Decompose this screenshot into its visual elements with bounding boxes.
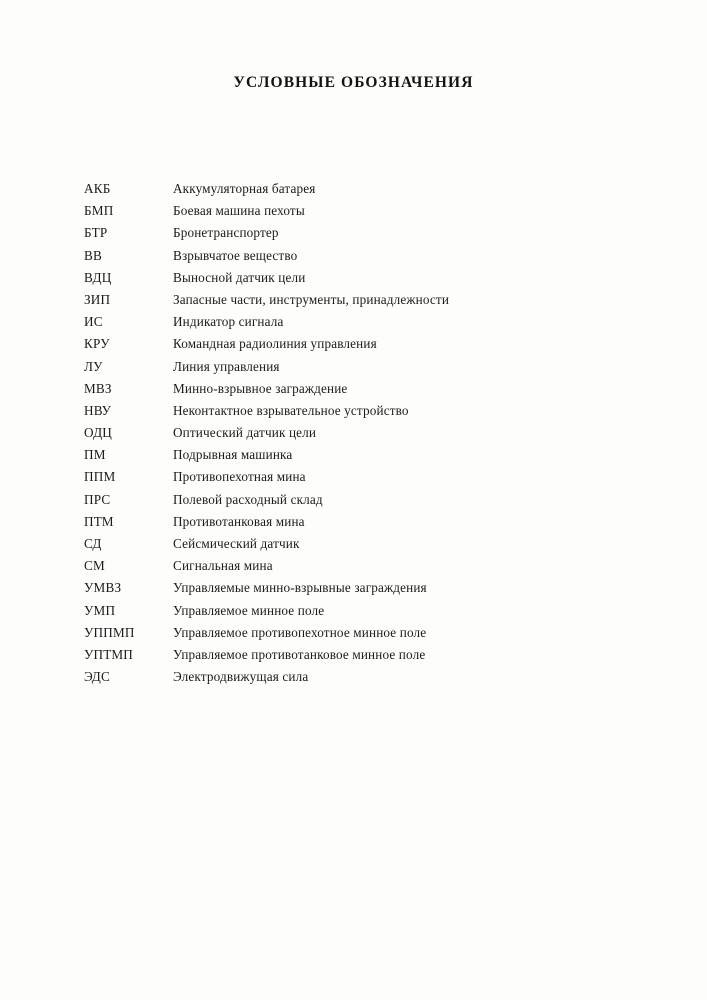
- abbreviation-row: [84, 311, 644, 333]
- abbreviation-row: [84, 622, 644, 644]
- abbreviation-row: [84, 444, 644, 466]
- abbreviation-term: МВЗ: [84, 380, 112, 396]
- abbreviation-term: ПРС: [84, 491, 111, 507]
- abbreviation-row: [84, 289, 644, 311]
- abbreviation-definition: Управляемые минно-взрывные заграждения: [173, 580, 427, 596]
- abbreviation-definition: Боевая машина пехоты: [173, 203, 305, 219]
- abbreviation-definition: Взрывчатое вещество: [173, 247, 298, 263]
- page-title: УСЛОВНЫЕ ОБОЗНАЧЕНИЯ: [233, 74, 474, 91]
- abbreviation-row: [84, 333, 644, 355]
- abbreviation-term: ПТМ: [84, 513, 114, 529]
- abbreviation-term: УПТМП: [84, 646, 133, 662]
- abbreviation-definition: Сигнальная мина: [173, 558, 273, 574]
- abbreviation-term: НВУ: [84, 402, 112, 418]
- abbreviation-term: КРУ: [84, 336, 110, 352]
- abbreviation-row: [84, 222, 644, 244]
- abbreviation-term: БТР: [84, 225, 108, 241]
- abbreviation-term: АКБ: [84, 181, 111, 196]
- abbreviation-row: [84, 200, 644, 222]
- abbreviation-term: ЭДС: [84, 669, 110, 685]
- abbreviation-term: ИС: [84, 314, 103, 330]
- abbreviation-row: [84, 600, 644, 622]
- abbreviation-row: [84, 267, 644, 289]
- abbreviation-term: ВДЦ: [84, 269, 112, 285]
- abbreviation-definition: Управляемое противопехотное минное поле: [173, 624, 427, 640]
- abbreviation-definition: Управляемое противотанковое минное поле: [173, 646, 426, 662]
- abbreviation-term: ППМ: [84, 469, 116, 485]
- abbreviation-definition: Аккумуляторная батарея: [173, 181, 316, 196]
- abbreviation-term: СД: [84, 536, 102, 551]
- abbreviation-row: [84, 489, 644, 511]
- abbreviation-definition: Минно-взрывное заграждение: [173, 380, 348, 396]
- abbreviation-row: [84, 533, 644, 555]
- abbreviation-row: [84, 466, 644, 488]
- abbreviation-definition: Бронетранспортер: [173, 225, 279, 241]
- abbreviation-term: ОДЦ: [84, 425, 112, 441]
- abbreviation-row: [84, 378, 644, 400]
- abbreviation-term: УППМП: [84, 624, 135, 640]
- abbreviation-definition: Сейсмический датчик: [173, 536, 300, 551]
- abbreviation-definition: Неконтактное взрывательное устройство: [173, 402, 409, 418]
- abbreviation-term: ЛУ: [84, 358, 103, 374]
- abbreviation-row: [84, 511, 644, 533]
- abbreviation-row: [84, 422, 644, 444]
- abbreviation-definition: Противотанковая мина: [173, 513, 305, 529]
- abbreviation-definition: Запасные части, инструменты, принадлежности: [173, 291, 450, 307]
- abbreviation-definition: Командная радиолиния управления: [173, 336, 377, 352]
- abbreviation-row: [84, 400, 644, 422]
- abbreviation-term: СМ: [84, 558, 105, 574]
- abbreviation-row: [84, 245, 644, 267]
- abbreviation-term: ПМ: [84, 447, 106, 463]
- abbreviation-row: [84, 644, 644, 666]
- abbreviation-row: [84, 356, 644, 378]
- abbreviation-definition: Индикатор сигнала: [173, 314, 284, 330]
- abbreviation-list: [84, 178, 644, 688]
- abbreviation-row: [84, 666, 644, 688]
- abbreviation-row: [84, 178, 644, 200]
- abbreviation-term: УМП: [84, 602, 116, 618]
- abbreviation-definition: Линия управления: [173, 358, 280, 374]
- abbreviation-row: [84, 555, 644, 577]
- abbreviation-definition: Электродвижущая сила: [173, 669, 309, 685]
- abbreviation-term: УМВЗ: [84, 580, 122, 596]
- abbreviation-definition: Оптический датчик цели: [173, 425, 317, 441]
- abbreviation-definition: Противопехотная мина: [173, 469, 306, 485]
- abbreviation-row: [84, 577, 644, 599]
- abbreviation-definition: Управляемое минное поле: [173, 602, 325, 618]
- abbreviation-term: БМП: [84, 203, 114, 219]
- abbreviation-definition: Выносной датчик цели: [173, 269, 306, 285]
- abbreviation-definition: Полевой расходный склад: [173, 491, 323, 507]
- abbreviation-term: ВВ: [84, 247, 102, 263]
- abbreviation-definition: Подрывная машинка: [173, 447, 293, 463]
- abbreviation-term: ЗИП: [84, 291, 111, 307]
